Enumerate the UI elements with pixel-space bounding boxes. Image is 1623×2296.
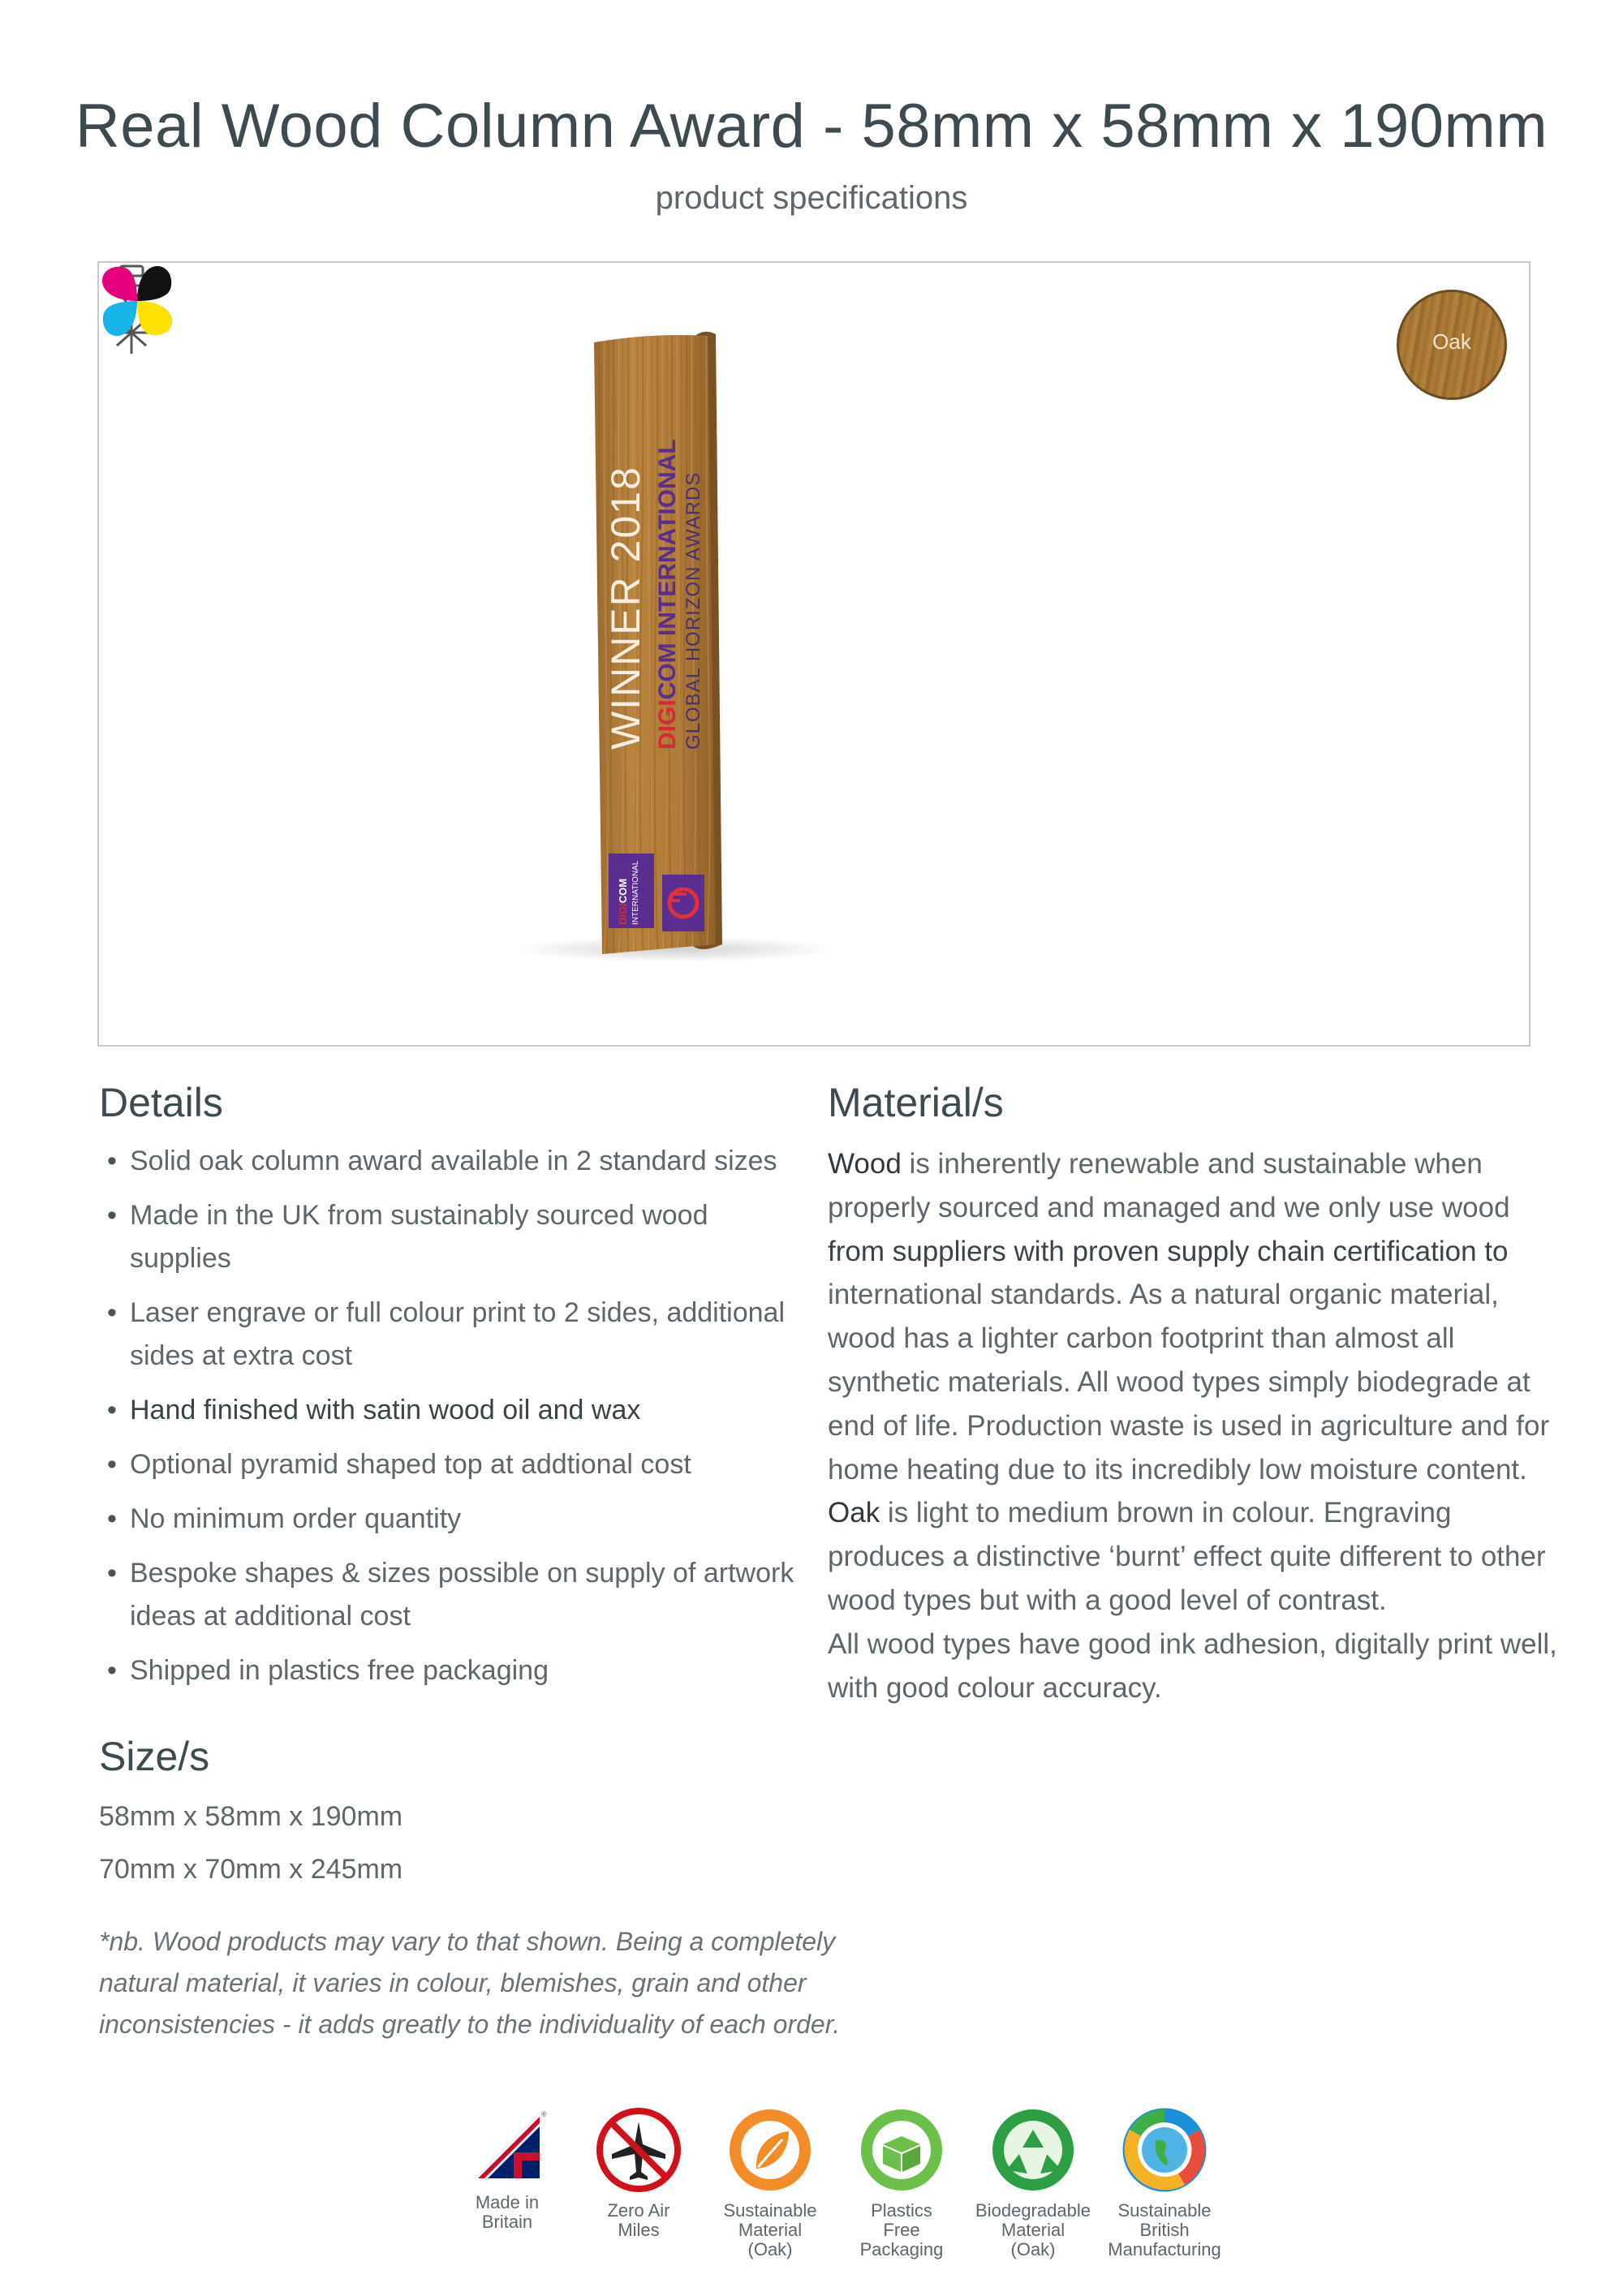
engraving-winner: WINNER 2018	[603, 466, 648, 750]
oak-text: is light to medium brown in colour. Engraving produces a distinctive ‘burnt’ effect quite different to other wood types but with a good level of contrast.	[828, 1497, 1546, 1616]
badge-biodegradable-material	[964, 2105, 1102, 2259]
wood-text-continued: international standards. As a natural organic material, wood has a lighter carbon footprint than almost all synthetic materials. All wood types simply biodegrade at end of life. Production waste is used in agriculture and for home heating due to its incredibly low moisture content.	[828, 1279, 1550, 1486]
details-heading: Details	[99, 1080, 223, 1125]
materials-heading: Material/s	[828, 1080, 1004, 1125]
sizes-heading: Size/s	[99, 1734, 210, 1779]
badge-plastics-free-packaging	[833, 2105, 971, 2259]
badge-sustainable-british-manufacturing	[1096, 2105, 1233, 2259]
list-item: • Made in the UK from sustainably sourced wood supplies	[99, 1194, 797, 1280]
svg-text:DIGICOM	[617, 879, 629, 925]
page-title: Real Wood Column Award - 58mm x 58mm x 190mm	[75, 92, 1548, 161]
badge-label: Plastics Free Packaging	[859, 2200, 944, 2259]
svg-text:®: ®	[541, 2110, 547, 2118]
union-flag-icon	[467, 2105, 548, 2186]
product-photo-frame	[97, 261, 1530, 1047]
svg-text:DIGICOM INTERNATIONAL	[654, 439, 681, 750]
list-item: • Bespoke shapes & sizes possible on supply of artwork ideas at additional cost	[99, 1552, 797, 1638]
ink-text: All wood types have good ink adhesion, digitally print well, with good colour accuracy.	[828, 1627, 1557, 1704]
list-item: • Optional pyramid shaped top at addtional cost	[99, 1443, 797, 1486]
badge-label: Made in Britain	[475, 2192, 540, 2232]
badge-zero-air-miles	[570, 2105, 708, 2240]
no-plane-icon	[594, 2105, 683, 2195]
badge-label: Sustainable British Manufacturing	[1108, 2200, 1221, 2259]
badge-sustainable-material	[701, 2105, 839, 2259]
materials-text	[828, 1142, 1558, 1709]
wood-text-certification: from suppliers with proven supply chain certification to	[828, 1235, 1509, 1267]
engraving-horizon: GLOBAL HORIZON AWARDS	[682, 471, 704, 750]
leaf-icon	[725, 2105, 815, 2195]
oak-swatch	[1397, 290, 1507, 400]
list-item: • Solid oak column award available in 2 standard sizes	[99, 1140, 797, 1183]
wood-variation-note: *nb. Wood products may vary to that shown. Being a completely natural material, it varies in colour, blemishes, grain and other inconsistencies - it adds greatly to the individuality of each order.	[99, 1927, 841, 2039]
certification-badges	[438, 2105, 1221, 2268]
page-subtitle: product specifications	[655, 180, 968, 216]
box-icon	[857, 2105, 946, 2195]
list-item: • No minimum order quantity	[99, 1498, 797, 1541]
engraving-com-international: COM INTERNATIONAL	[654, 439, 681, 700]
product-photo	[99, 263, 1532, 1048]
wood-text: is inherently renewable and sustainable when properly sourced and managed and we only use wood	[828, 1148, 1510, 1223]
globe-icon	[1120, 2105, 1209, 2195]
plate-digi: DIGI	[617, 903, 629, 925]
badge-label: Biodegradable Material (Oak)	[975, 2200, 1091, 2259]
plate-international: INTERNATIONAL	[631, 860, 640, 925]
badge-label: Sustainable Material (Oak)	[723, 2200, 817, 2259]
oak-term: Oak	[828, 1497, 880, 1529]
engraving-digi: DIGI	[654, 699, 681, 750]
wood-term: Wood	[828, 1148, 902, 1180]
oak-swatch-label: Oak	[1432, 329, 1471, 354]
recycle-icon	[988, 2105, 1078, 2195]
plate-com: COM	[617, 878, 629, 904]
list-item: • Laser engrave or full colour print to 2 sides, additional sides at extra cost	[99, 1292, 797, 1378]
badge-made-in-britain	[438, 2105, 576, 2232]
details-list	[99, 1140, 797, 1704]
full-colour-print-icon	[99, 263, 175, 339]
list-item: • Shipped in plastics free packaging	[99, 1649, 797, 1692]
badge-label: Zero Air Miles	[607, 2200, 670, 2240]
size-item: 58mm x 58mm x 190mm	[99, 1801, 403, 1832]
list-item: • Hand finished with satin wood oil and wax	[99, 1389, 797, 1432]
size-item: 70mm x 70mm x 245mm	[99, 1854, 403, 1885]
